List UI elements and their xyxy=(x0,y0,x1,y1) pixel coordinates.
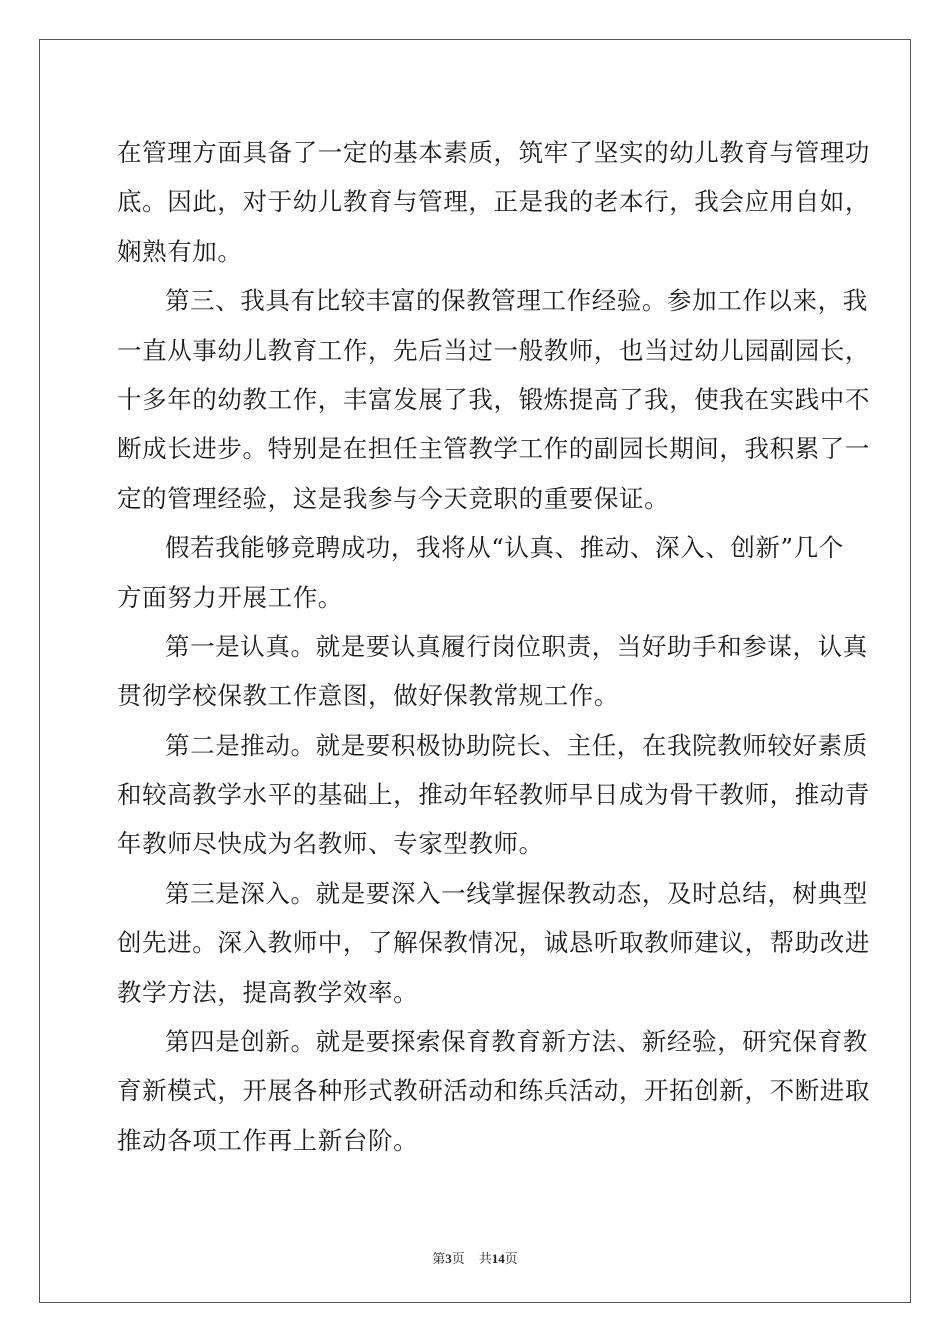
text-line: 方面努力开展工作。 xyxy=(117,582,343,612)
text-line: 创先进。深入教师中，了解保教情况，诚恳听取教师建议，帮助改进 xyxy=(117,928,870,958)
text-line: 十多年的幼教工作，丰富发展了我，锻炼提高了我，使我在实践中不 xyxy=(117,384,870,414)
paragraph-first-line: 假若我能够竞聘成功，我将从“认真、推动、深入、创新”几个 xyxy=(165,533,844,563)
total-page-count: 14 xyxy=(491,1251,505,1266)
text-line: 推动各项工作再上新台阶。 xyxy=(117,1125,419,1155)
text-line: 贯彻学校保教工作意图，做好保教常规工作。 xyxy=(117,681,619,711)
total-pages-suffix: 页 xyxy=(504,1251,518,1266)
text-line: 和较高教学水平的基础上，推动年轻教师早日成为骨干教师，推动青 xyxy=(117,780,870,810)
text-line: 育新模式，开展各种形式教研活动和练兵活动，开拓创新，不断进取 xyxy=(117,1076,870,1106)
text-line: 底。因此，对于幼儿教育与管理，正是我的老本行，我会应用自如， xyxy=(117,187,870,217)
paragraph-first-line: 第三、我具有比较丰富的保教管理工作经验。参加工作以来，我 xyxy=(165,286,868,316)
text-line: 在管理方面具备了一定的基本素质，筑牢了坚实的幼儿教育与管理功 xyxy=(117,138,870,167)
page-footer xyxy=(0,1248,950,1267)
text-line: 教学方法，提高教学效率。 xyxy=(117,977,419,1007)
paragraph-first-line: 第三是深入。就是要深入一线掌握保教动态，及时总结，树典型 xyxy=(165,878,868,908)
text-line: 娴熟有加。 xyxy=(117,236,243,266)
document-body xyxy=(117,128,870,1165)
paragraph-first-line: 第一是认真。就是要认真履行岗位职责，当好助手和参谋，认真 xyxy=(165,631,868,661)
text-line: 一直从事幼儿教育工作，先后当过一般教师，也当过幼儿园副园长， xyxy=(117,335,870,365)
page-number-prefix: 第 xyxy=(432,1251,446,1266)
text-line: 断成长进步。特别是在担任主管教学工作的副园长期间，我积累了一 xyxy=(117,434,870,464)
current-page-number: 3 xyxy=(445,1251,452,1266)
total-pages-prefix: 共 xyxy=(478,1251,492,1266)
paragraph-first-line: 第四是创新。就是要探索保育教育新方法、新经验，研究保育教 xyxy=(165,1027,868,1057)
page-number-suffix: 页 xyxy=(451,1251,465,1266)
paragraph-first-line: 第二是推动。就是要积极协助院长、主任，在我院教师较好素质 xyxy=(165,730,868,760)
text-line: 年教师尽快成为名教师、专家型教师。 xyxy=(117,829,544,859)
text-line: 定的管理经验，这是我参与今天竞职的重要保证。 xyxy=(117,483,670,513)
